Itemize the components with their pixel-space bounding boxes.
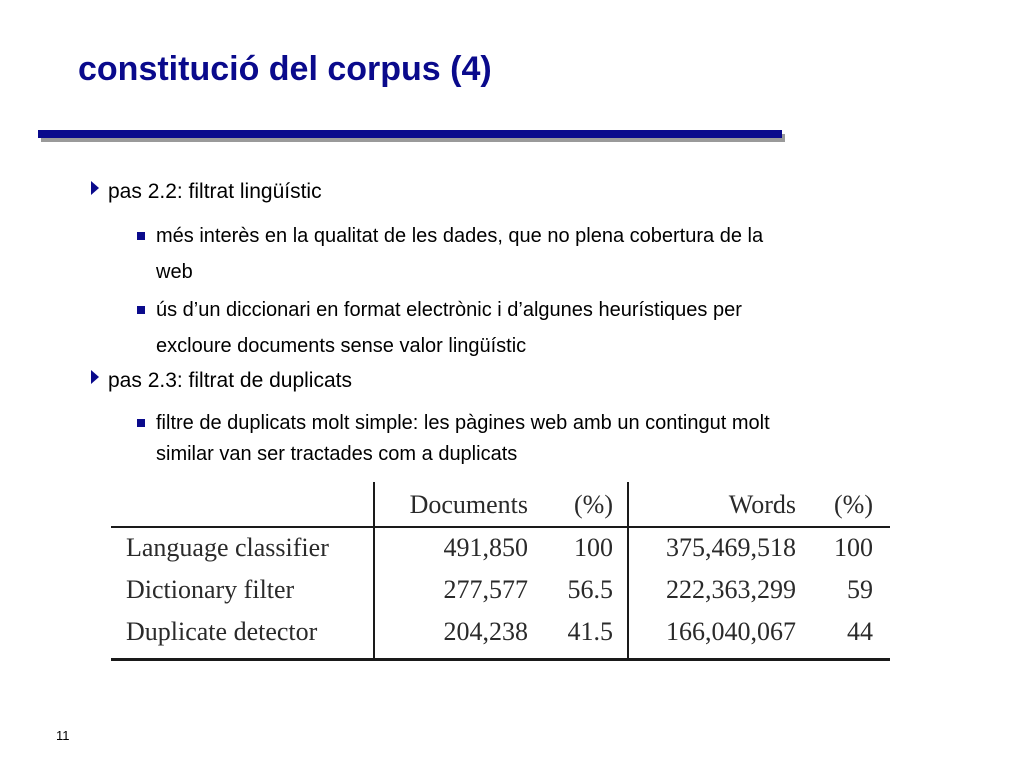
bullet-level2 [156,218,956,290]
square-bullet-icon [137,306,145,314]
bullet-line: web [156,261,193,283]
clipped-bullet-line [156,442,956,468]
table-header: Words [728,490,796,519]
table-bottom-rule [111,658,890,661]
table-header-rule [111,526,890,528]
table-cell: 277,577 [443,575,528,604]
table-cell: 204,238 [443,617,528,646]
bullet-level1: pas 2.2: filtrat lingüístic [108,180,322,203]
table-cell: 375,469,518 [666,533,796,562]
table-cell: 41.5 [567,617,613,646]
bullet-line: filtre de duplicats molt simple: les pàgines web amb un contingut molt [156,412,770,434]
table-row-label: Dictionary filter [126,575,295,604]
bullet-line: ús d’un diccionari en format electrònic i d’algunes heurístiques per [156,299,742,321]
table-vline [627,482,629,661]
bullet-level2 [156,292,956,364]
table-row-label: Language classifier [126,533,329,562]
bullet-arrow-icon [91,370,99,384]
bullet-arrow-icon [91,181,99,195]
square-bullet-icon [137,232,145,240]
table-cell: 100 [834,533,873,562]
table-row-label: Duplicate detector [126,617,318,646]
square-bullet-icon [137,419,145,427]
table-header: (%) [574,490,613,519]
table-cell: 44 [847,617,873,646]
page-number: 11 [56,728,70,743]
bullet-level1: pas 2.3: filtrat de duplicats [108,369,352,392]
table-header: (%) [834,490,873,519]
table-cell: 166,040,067 [666,617,796,646]
table-cell: 59 [847,575,873,604]
table-cell: 100 [574,533,613,562]
bullet-line: més interès en la qualitat de les dades, que no plena cobertura de la [156,225,764,247]
table-header: Documents [409,490,528,519]
table-cell: 491,850 [443,533,528,562]
table-cell: 222,363,299 [666,575,796,604]
slide-title: constitució del corpus (4) [78,50,492,88]
bullet-level2 [156,405,956,441]
results-table [111,482,890,661]
table-cell: 56.5 [567,575,613,604]
bullet-line: excloure documents sense valor lingüístic [156,335,527,357]
bullet-line: similar van ser tractades com a duplicats [156,443,518,465]
